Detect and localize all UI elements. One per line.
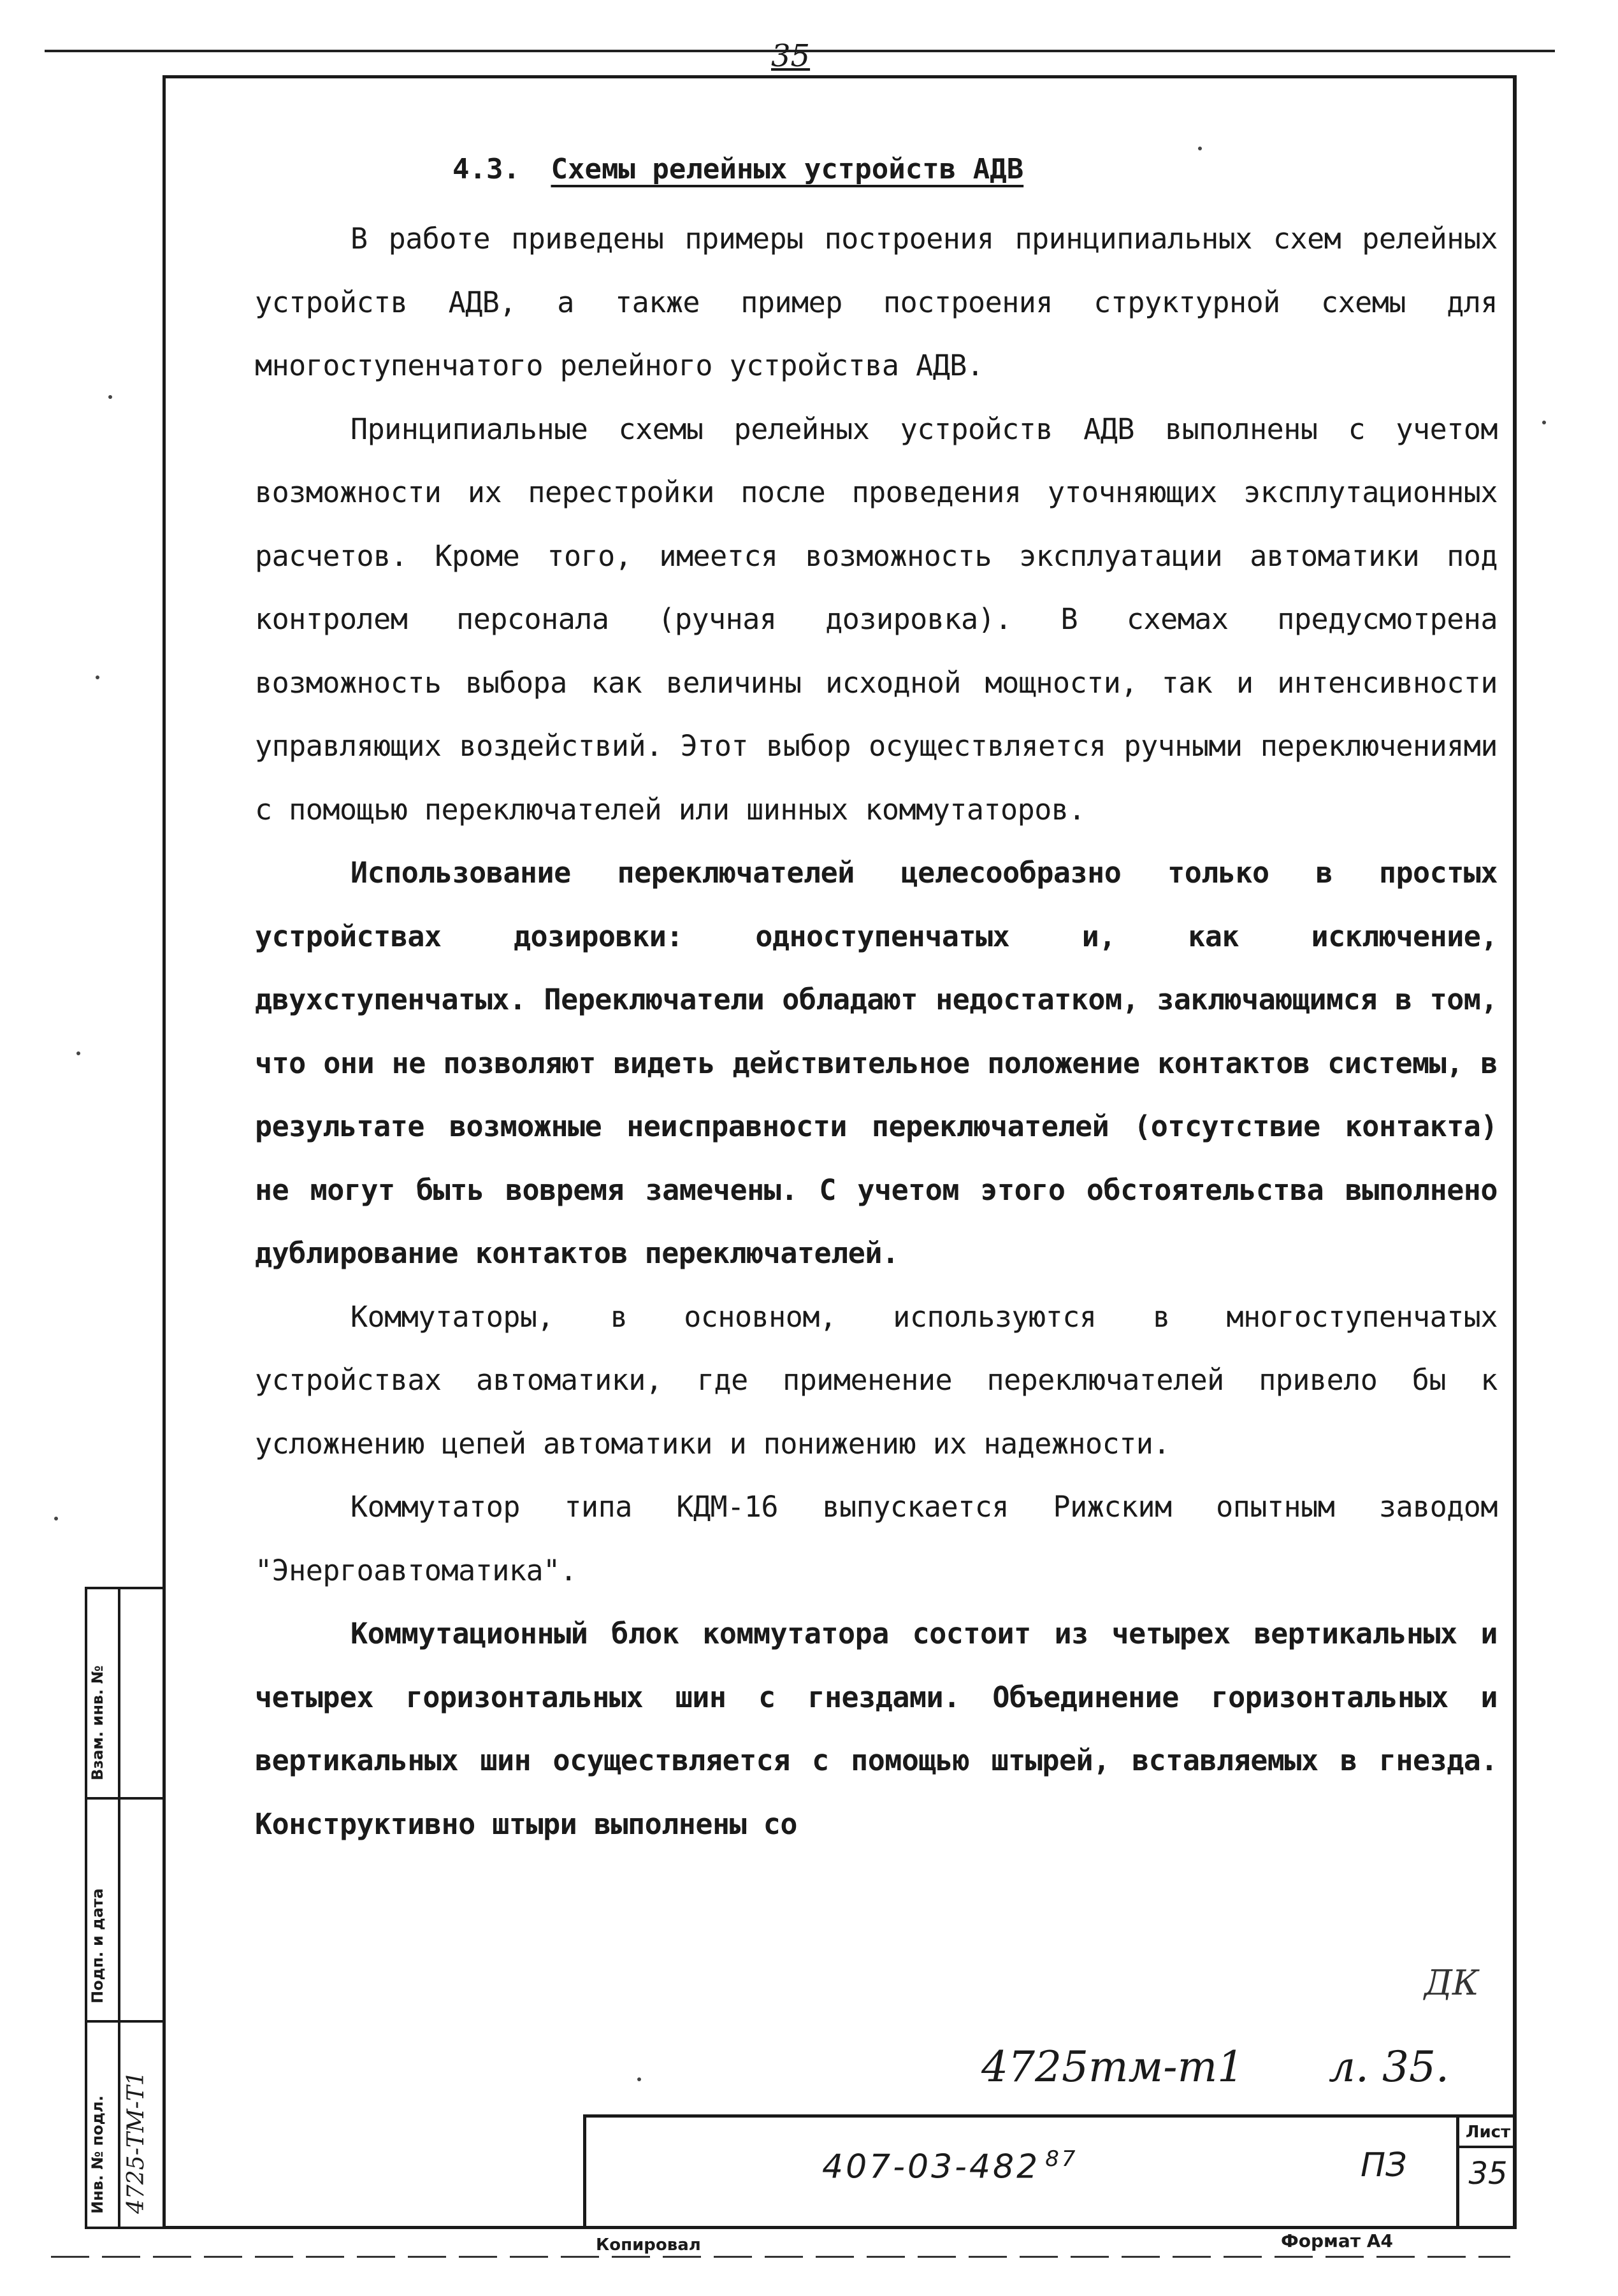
side-label-signature: Подп. и дата [89,1888,106,2004]
scan-speck [1198,147,1202,150]
paragraph: В работе приведены примеры построения принципиальных схем релейных устройств АДВ, а также пример построения структурной схемы для многоступенчатого релейного устройства АДВ. [255,222,1498,382]
document-body [255,153,1498,1856]
page-number-top: 35 [771,38,811,74]
document-code [822,2146,1078,2186]
scan-speck [1542,421,1546,424]
sheet-column [1456,2118,1517,2229]
paragraph: Использование переключателей целесообразно только в простых устройствах дозировки: одноступенчатых и, как исключение, двухступенчатых. Переключатели обладают недостатком, заключающимся в том, что они не позволяют видеть действительное положение контактов системы, в результате возможные неисправности переключателей (отсутствие контакта) не могут быть вовремя замечены. С учетом этого обстоятельства выполнено дублирование контактов переключателей. [255,856,1498,1270]
side-label-inventory: Инв. № подл. [89,2095,106,2214]
paragraph: Коммутатор типа КДМ-16 выпускается Рижским опытным заводом "Энергоавтоматика". [255,1490,1498,1587]
side-stamp [85,1587,163,2229]
footer-format: Формат А4 [1281,2230,1393,2251]
section-title: Схемы релейных устройств АДВ [551,153,1024,185]
side-label-replacement: Взам. инв. № [89,1665,106,1780]
side-cell-signature [87,1800,163,2023]
section-number: 4.3. [452,153,520,185]
scan-speck [637,2077,641,2081]
handwritten-sheet: л. 35. [1329,2042,1449,2091]
footer-copied: Копировал [596,2235,701,2255]
paragraph: Принципиальные схемы релейных устройств АДВ выполнены с учетом возможности их перестройки после проведения уточняющих эксплутационных расчетов. Кроме того, имеется возможность эксплуатации автоматики под контролем персонала (ручная дозировка). В схемах предусмотрена возможность выбора как величины исходной мощности, так и интенсивности управляющих воздействий. Этот выбор осуществляется ручными переключениями с помощью переключателей или шинных коммутаторов. [255,412,1498,827]
side-cell-inventory [87,2023,163,2232]
document-code-number: 407-03-482 [822,2148,1041,2186]
bottom-rule [51,2256,1510,2258]
title-block [583,2114,1517,2229]
scan-speck [96,675,99,679]
sheet-label: Лист [1459,2119,1517,2148]
scan-speck [108,395,112,399]
side-cell-replacement [87,1589,163,1800]
document-year: 87 [1045,2146,1078,2172]
paragraph: Коммутаторы, в основном, используются в многоступенчатых устройствах автоматики, где применение переключателей привело бы к усложнению цепей автоматики и понижению их надежности. [255,1299,1498,1461]
section-heading [452,153,1498,185]
document-type: ПЗ [1361,2146,1407,2184]
handwritten-code: 4725тм-т1 [981,2042,1245,2091]
scan-speck [54,1517,58,1520]
scan-speck [76,1051,80,1055]
side-inventory-value: 4725-ТМ-Т1 [123,2071,149,2214]
paragraph: Коммутационный блок коммутатора состоит из четырех вертикальных и четырех горизонтальных шин с гнездами. Объединение горизонтальных и вертикальных шин осуществляется с помощью штырей, вставляемых в гнезда. Конструктивно штыри выполнены со [255,1617,1498,1841]
handwritten-initials: ДК [1424,1963,1479,2003]
sheet-number: 35 [1468,2156,1508,2191]
